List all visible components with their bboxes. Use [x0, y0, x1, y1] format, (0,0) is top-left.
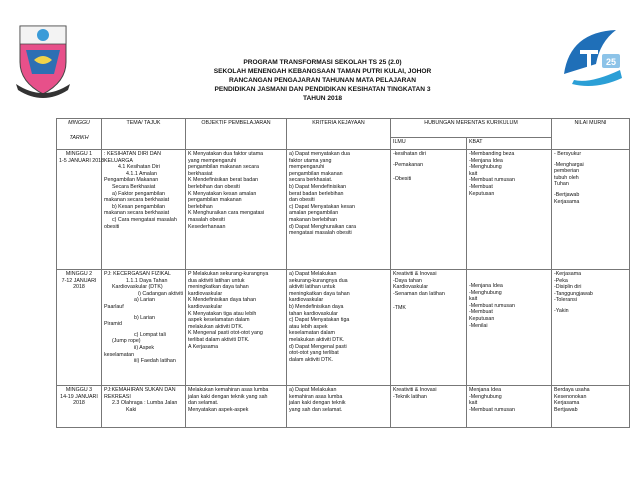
table-header-row [57, 119, 630, 138]
kbat-cell: -Membanding beza -Menjana Idea -Menghubung kait -Membuat rumusan -Membuat Keputusan [467, 150, 552, 270]
title-line: RANCANGAN PENGAJARAN TAHUNAN MATA PELAJARAN [229, 77, 416, 84]
tema-cell: : KESIHATAN DIRI DAN KELUARGA 4.1 Kesihatan Diri 4.1.1 Amalan Pengambilan Makanan Secara Berkhasiat a) Faktor pengambilan makanan secara berkhasiat b) Kesan pengambilan makanan secara berkhasiat c) Cara mengatasi masalah obesiti [102, 150, 186, 270]
week-cell: MINGGU 3 14-19 JANUARI 2018 [57, 386, 102, 428]
header-tema: TEMA/ TAJUK [102, 119, 186, 150]
header-objektif: OBJEKTIF PEMBELAJARAN [186, 119, 287, 150]
nilai-cell: -Kerjasama -Peka -Disiplin diri -Tanggungjawab -Toleransi -Yakin [552, 270, 630, 386]
kbat-cell: -Menjana Idea -Menghubung kait -Membuat rumusan -Membuat Keputusan -Menilai [467, 270, 552, 386]
title-line: TAHUN 2018 [302, 95, 343, 102]
table-row [57, 386, 630, 428]
ts25-logo [560, 24, 626, 88]
ilmu-cell: -kesihatan diri -Pemakanan -Obesiti [391, 150, 467, 270]
tema-cell: PJ:KEMAHIRAN SUKAN DAN REKREASI 2.3 Olahraga : Lumba Jalan Kaki [102, 386, 186, 428]
week-cell: MINGGU 2 7-12 JANUARI 2018 [57, 270, 102, 386]
kriteria-cell: a) Dapat menyatakan dua faktor utama yang mempengaruhi pengambilan makanan secara berkhasiat. b) Dapat Mendefinisikan berat badan berlebihan dan obesiti c) Dapat Menyatakan kesan amalan pengambilan makanan berlebihan d) Dapat Menghuraikan cara mengatasi masalah obesiti [287, 150, 391, 270]
tema-cell: PJ: KECERGASAN FIZIKAL 1.1.1 Daya Tahan Kardiovaskular (DTK) i) Cadangan aktiviti a) Larian Paarlauf b) Larian Piramid c) Lompat tali (Jump rope) ii) Aspek keselamatan iii) Faedah latihan [102, 270, 186, 386]
annual-plan-table [56, 118, 630, 428]
kriteria-cell: a) Dapat Melakukan kemahiran asas lumba jalan kaki dengan teknik yang sah dan selamat. [287, 386, 391, 428]
title-line: SEKOLAH MENENGAH KEBANGSAAN TAMAN PUTRI KULAI, JOHOR [213, 68, 432, 75]
week-cell: MINGGU 1 1-5 JANUARI 2018 [57, 150, 102, 270]
document-title [150, 58, 495, 103]
school-crest-logo [14, 20, 72, 100]
ilmu-cell: Kreativiti & Inovasi -Teknik latihan [391, 386, 467, 428]
header-kriteria: KRITERIA KEJAYAAN [287, 119, 391, 150]
objektif-cell: Melakukan kemahiran asas lumba jalan kaki dengan teknik yang sah dan selamat. Menyatakan aspek-aspek [186, 386, 287, 428]
title-line: PENDIDIKAN JASMANI DAN PENDIDIKAN KESIHATAN TINGKATAN 3 [214, 86, 431, 93]
header-minggu-tarikh: MINGGU TARIKH [57, 119, 102, 150]
header-kbat: KBAT [467, 138, 552, 150]
header-nilai: NILAI MURNI [552, 119, 630, 150]
title-line: PROGRAM TRANSFORMASI SEKOLAH TS 25 (2.0) [243, 59, 402, 66]
kriteria-cell: a) Dapat Melakukan sekurang-kurangnya dua aktiviti latihan untuk meningkatkan daya tahan kardiovaskular b) Mendefinisikan daya tahan kardiovaskular c) Dapat Menyatakan tiga atau lebih aspek keselamatan dalam melakukan aktiviti DTK. d) Dapat Mengenal pasti otot-otot yang terlibat dalam aktiviti DTK. [287, 270, 391, 386]
nilai-cell: Berdaya usaha Kesenonokan Kerjasama Bertjawab [552, 386, 630, 428]
table-row [57, 270, 630, 386]
kbat-cell: Menjana Idea -Menghubung kait -Membuat rumusan [467, 386, 552, 428]
nilai-cell: - Bersyukur -Menghargai pemberian tubuh oleh Tuhan -Bertjawab Kerjasama [552, 150, 630, 270]
ilmu-cell: Kreativiti & Inovasi -Daya tahan Kardiovaskular -Senaman dan latihan -TMK [391, 270, 467, 386]
svg-text:25: 25 [605, 57, 617, 67]
objektif-cell: P Melakukan sekurang-kurangnya dua aktiviti latihan untuk meningkatkan daya tahan kardiovaskular K Mendefinisikan daya tahan kardiovaskular K Menyatakan tiga atau lebih aspek keselamatan dalam melakukan aktiviti DTK. K Mengenal pasti otot-otot yang terlibat dalam aktiviti DTK. A Kerjasama [186, 270, 287, 386]
objektif-cell: K Menyatakan dua faktor utama yang mempengaruhi pengambilan makanan secara berkhasiat K Mendefinisikan berat badan berlebihan dan obesiti K Menyatakan kesan amalan pengambilan makanan berlebihan K Menghuraikan cara mengatasi masalah obesiti Kesederhanaan [186, 150, 287, 270]
header-ilmu: ILMU [391, 138, 467, 150]
header-hubungan: HUBUNGAN MERENTAS KURIKULUM [391, 119, 552, 138]
table-row [57, 150, 630, 270]
